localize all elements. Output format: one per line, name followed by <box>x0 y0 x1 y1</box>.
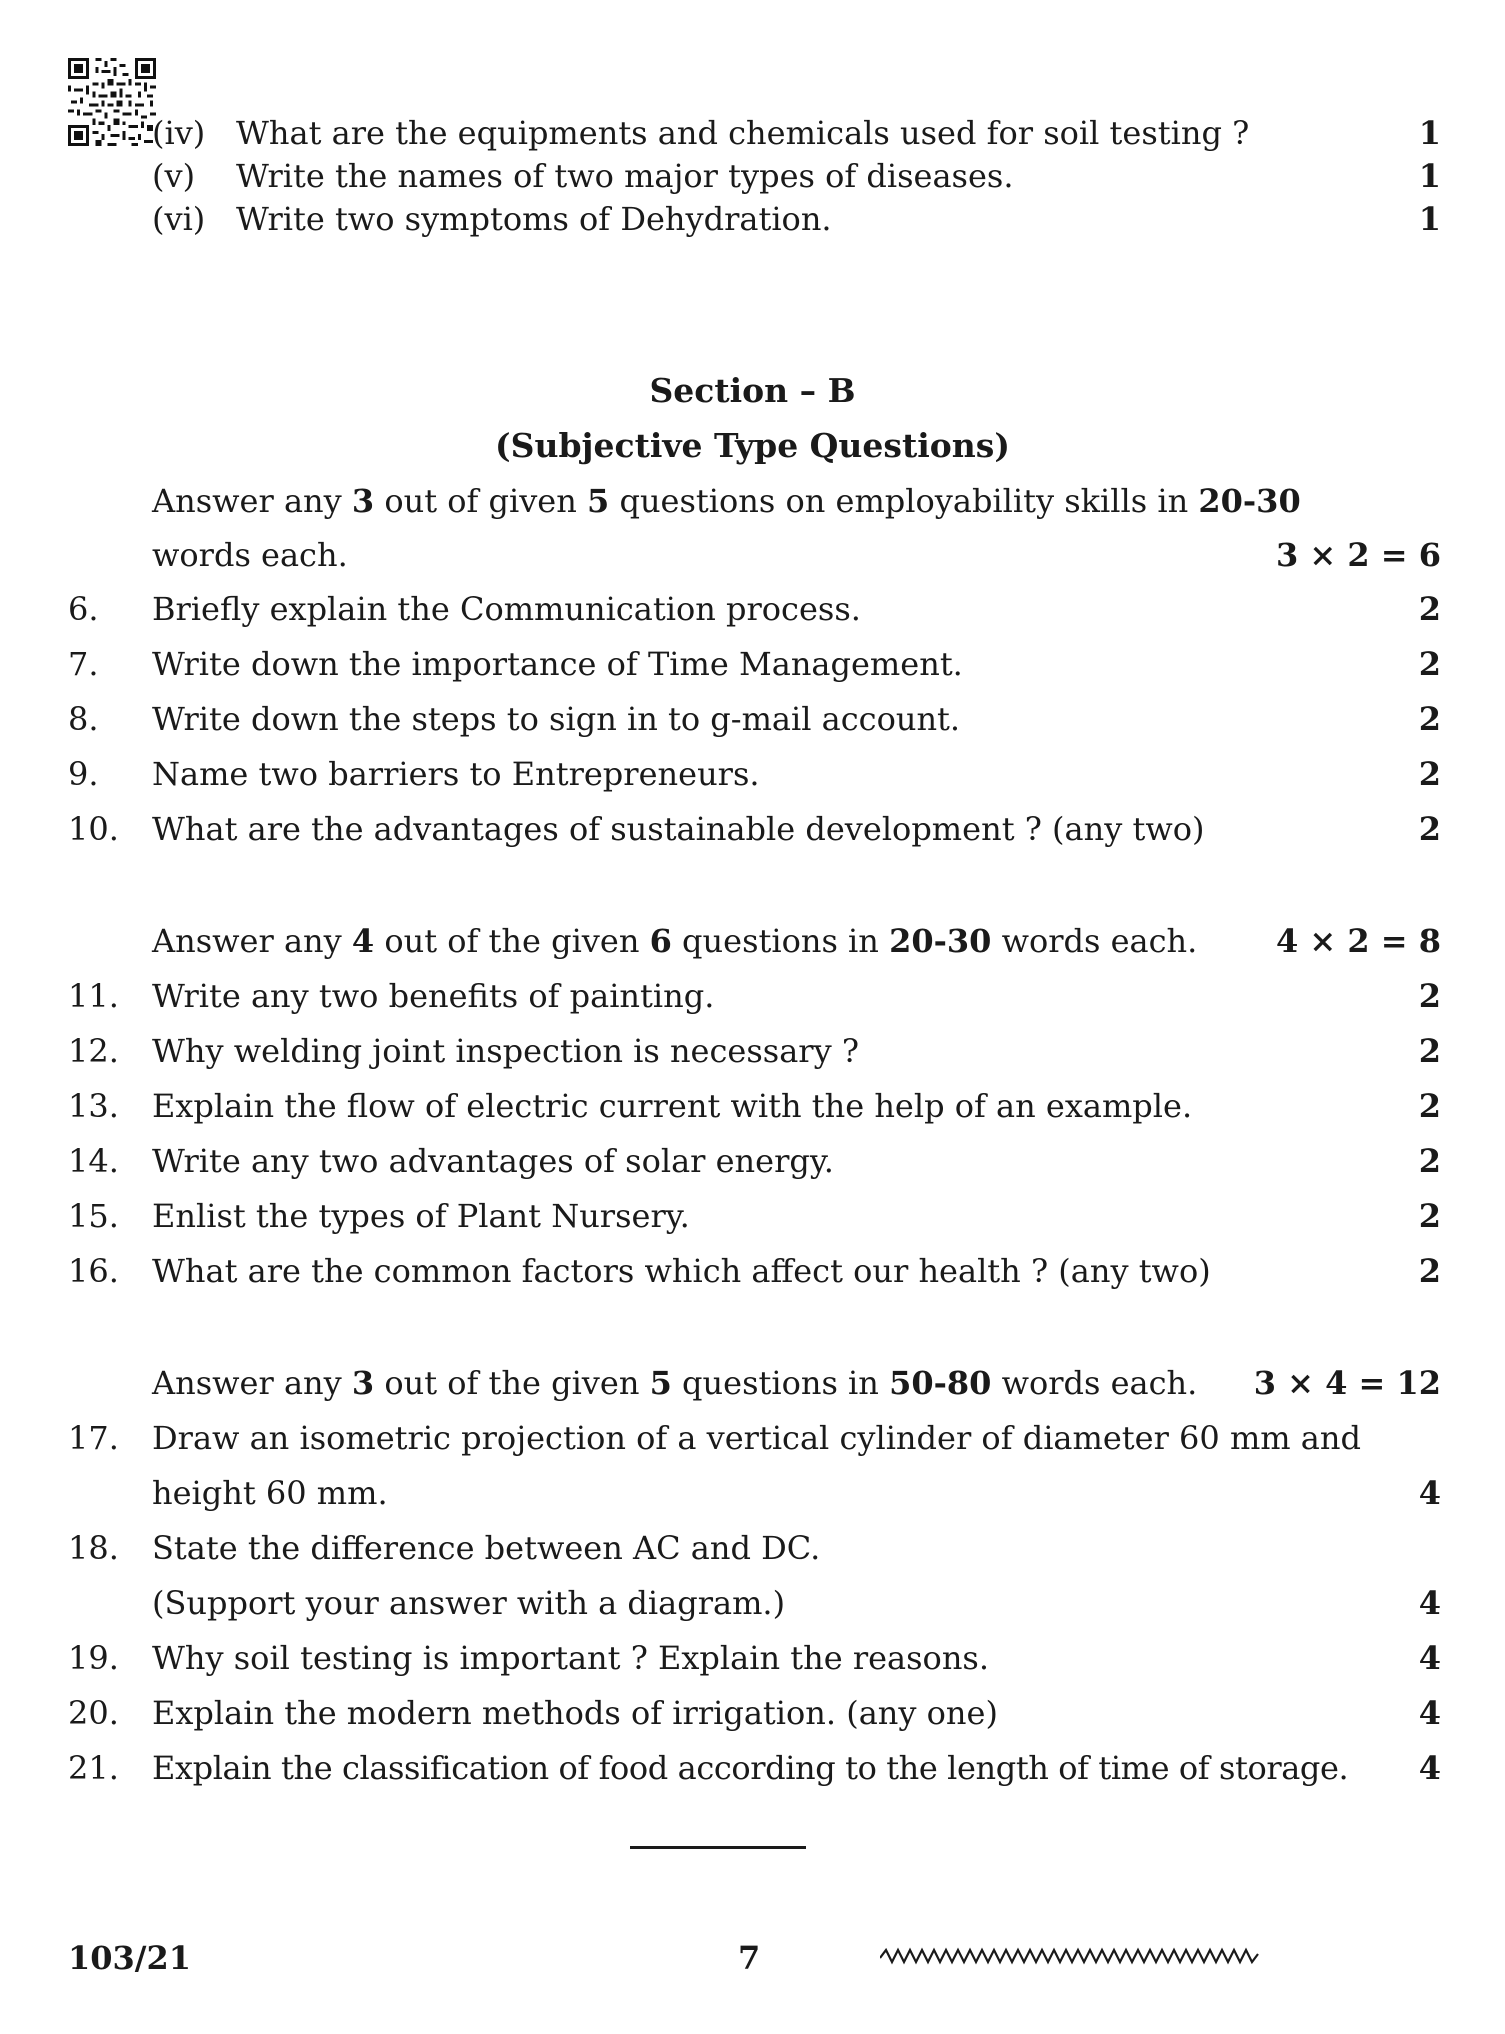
instruction-text: Answer any 3 out of given 5 questions on employability skills in 20-30 <box>152 482 1301 520</box>
question-marks: 2 <box>1418 1142 1441 1180</box>
question-number: 11. <box>68 977 119 1015</box>
instruction-text: Answer any 3 out of the given 5 questions in 50-80 words each. <box>152 1364 1198 1402</box>
end-rule-divider <box>630 1846 806 1849</box>
group-instruction <box>0 478 1505 524</box>
question-text: Write any two benefits of painting. <box>152 977 715 1015</box>
question-text: (Support your answer with a diagram.) <box>152 1584 786 1622</box>
question-number: 14. <box>68 1142 119 1180</box>
group-marks: 3 × 4 = 12 <box>1253 1364 1441 1402</box>
question-item <box>0 1690 1505 1736</box>
question-text: Write two symptoms of Dehydration. <box>236 200 832 238</box>
question-text: What are the advantages of sustainable development ? (any two) <box>152 810 1205 848</box>
question-text: Write the names of two major types of diseases. <box>236 157 1014 195</box>
question-text: Why soil testing is important ? Explain the reasons. <box>152 1639 990 1677</box>
question-text: Write any two advantages of solar energy. <box>152 1142 834 1180</box>
group-instruction-line2 <box>0 532 1505 578</box>
question-number: 20. <box>68 1694 119 1732</box>
question-item <box>0 1083 1505 1129</box>
question-item <box>0 751 1505 797</box>
section-title: Section – B <box>649 371 856 410</box>
question-text: Write down the steps to sign in to g-mail account. <box>152 700 961 738</box>
question-marks: 2 <box>1418 755 1441 793</box>
question-item <box>0 1635 1505 1681</box>
question-item <box>0 1138 1505 1184</box>
question-marks: 1 <box>1418 114 1441 152</box>
question-marks: 1 <box>1418 157 1441 195</box>
instruction-text: Answer any 4 out of the given 6 questions in 20-30 words each. <box>152 922 1198 960</box>
question-text: Explain the modern methods of irrigation. (any one) <box>152 1694 998 1732</box>
question-item <box>0 1415 1505 1461</box>
question-number: 10. <box>68 810 119 848</box>
question-text: height 60 mm. <box>152 1474 388 1512</box>
group-instruction <box>0 918 1505 964</box>
question-text: Explain the classification of food according to the length of time of storage. <box>152 1749 1349 1787</box>
question-text: What are the common factors which affect our health ? (any two) <box>152 1252 1211 1290</box>
question-text: Explain the flow of electric current with the help of an example. <box>152 1087 1193 1125</box>
question-marks: 1 <box>1418 200 1441 238</box>
question-item <box>0 196 1505 242</box>
question-item <box>0 696 1505 742</box>
question-number: 15. <box>68 1197 119 1235</box>
question-item <box>0 641 1505 687</box>
question-marks: 4 <box>1418 1639 1441 1677</box>
question-marks: 2 <box>1418 1032 1441 1070</box>
wavy-line-icon <box>880 1944 1260 1968</box>
question-marks: 2 <box>1418 1087 1441 1125</box>
question-marks: 4 <box>1418 1584 1441 1622</box>
question-number: 16. <box>68 1252 119 1290</box>
group-marks: 4 × 2 = 8 <box>1276 922 1441 960</box>
question-item <box>0 973 1505 1019</box>
question-item <box>0 1745 1505 1791</box>
section-subtitle: (Subjective Type Questions) <box>495 426 1010 465</box>
question-marks: 2 <box>1418 1252 1441 1290</box>
question-marks: 2 <box>1418 810 1441 848</box>
question-number: 8. <box>68 700 99 738</box>
question-number: (vi) <box>152 200 206 238</box>
question-item <box>0 1193 1505 1239</box>
question-number: 18. <box>68 1529 119 1567</box>
question-continuation <box>0 1470 1505 1516</box>
question-item <box>0 1525 1505 1571</box>
question-number: 7. <box>68 645 99 683</box>
question-item <box>0 1248 1505 1294</box>
paper-code: 103/21 <box>68 1939 192 1977</box>
question-text: State the difference between AC and DC. <box>152 1529 821 1567</box>
question-text: Why welding joint inspection is necessary ? <box>152 1032 859 1070</box>
question-marks: 2 <box>1418 977 1441 1015</box>
question-number: 9. <box>68 755 99 793</box>
question-text: Enlist the types of Plant Nursery. <box>152 1197 690 1235</box>
question-number: 12. <box>68 1032 119 1070</box>
question-text: What are the equipments and chemicals used for soil testing ? <box>236 114 1250 152</box>
question-number: 6. <box>68 590 99 628</box>
instruction-text: words each. <box>152 536 348 574</box>
question-item <box>0 153 1505 199</box>
question-item <box>0 586 1505 632</box>
question-text: Draw an isometric projection of a vertical cylinder of diameter 60 mm and <box>152 1419 1361 1457</box>
page-number: 7 <box>738 1939 761 1977</box>
group-instruction <box>0 1360 1505 1406</box>
question-number: (iv) <box>152 114 206 152</box>
question-marks: 4 <box>1418 1474 1441 1512</box>
question-marks: 2 <box>1418 590 1441 628</box>
question-item <box>0 806 1505 852</box>
group-marks: 3 × 2 = 6 <box>1276 536 1441 574</box>
question-number: (v) <box>152 157 196 195</box>
question-marks: 4 <box>1418 1694 1441 1732</box>
question-number: 19. <box>68 1639 119 1677</box>
question-item <box>0 110 1505 156</box>
question-number: 17. <box>68 1419 119 1457</box>
question-text: Write down the importance of Time Management. <box>152 645 963 683</box>
question-continuation <box>0 1580 1505 1626</box>
question-marks: 2 <box>1418 700 1441 738</box>
question-number: 21. <box>68 1749 119 1787</box>
question-text: Briefly explain the Communication process. <box>152 590 861 628</box>
question-marks: 2 <box>1418 645 1441 683</box>
question-text: Name two barriers to Entrepreneurs. <box>152 755 760 793</box>
question-number: 13. <box>68 1087 119 1125</box>
question-item <box>0 1028 1505 1074</box>
question-marks: 4 <box>1418 1749 1441 1787</box>
question-marks: 2 <box>1418 1197 1441 1235</box>
